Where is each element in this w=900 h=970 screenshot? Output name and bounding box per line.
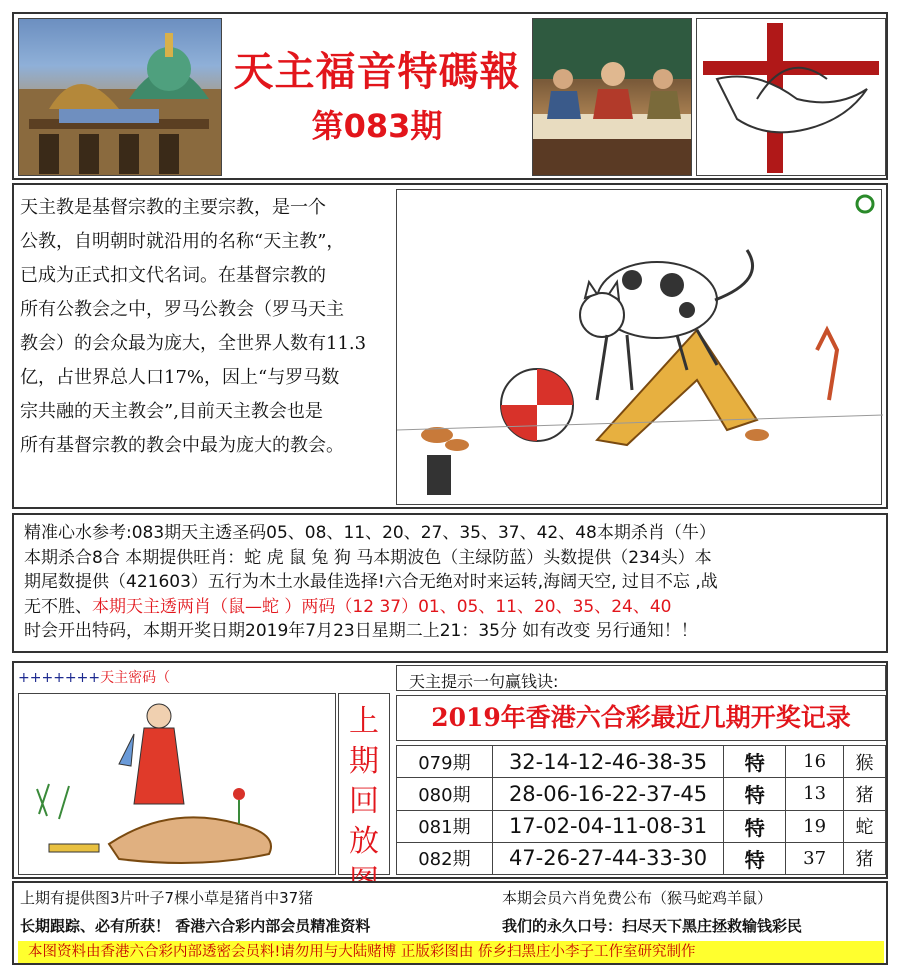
numbers-cell: 32-14-12-46-38-35 bbox=[492, 746, 723, 778]
numbers-cell: 17-02-04-11-08-31 bbox=[492, 810, 723, 842]
special-number: 19 bbox=[786, 810, 844, 842]
record-title: 2019年香港六合彩最近几期开奖记录 bbox=[396, 695, 886, 741]
intro-line: 天主教是基督宗教的主要宗教，是一个 bbox=[20, 197, 326, 218]
period-cell: 079期 bbox=[397, 746, 493, 778]
special-label: 特 bbox=[724, 746, 786, 778]
paper-title: 天主福音特碼報 bbox=[233, 49, 521, 95]
slogan-note: 我们的永久口号：扫尽天下黑庄拯救输钱彩民 bbox=[502, 917, 803, 935]
plus-marks: +++++++ bbox=[18, 670, 101, 686]
notice-line: 本期杀合8合 本期提供旺肖：蛇 虎 鼠 兔 狗 马本期波色（主绿防蓝）头数提供（234头）本 bbox=[24, 547, 712, 568]
draw-record-table bbox=[396, 745, 886, 875]
member-zodiac-note: 本期会员六肖免费公布（猴马蛇鸡羊鼠） bbox=[502, 889, 773, 907]
notice-line-black: 无不胜、 bbox=[24, 596, 92, 617]
intro-line: 所有基督宗教的教会中最为庞大的教会。 bbox=[20, 435, 344, 456]
cross-dove-drawing bbox=[696, 18, 886, 176]
zodiac-cell: 猴 bbox=[844, 746, 886, 778]
period-cell: 080期 bbox=[397, 778, 493, 810]
special-label: 特 bbox=[724, 810, 786, 842]
numbers-cell: 47-26-27-44-33-30 bbox=[492, 842, 723, 874]
replay-char: 上 bbox=[349, 704, 379, 739]
notice-line: 精准心水参考:083期天主透圣码05、08、11、20、27、35、37、42、48本期杀肖（牛） bbox=[24, 523, 716, 543]
table-row bbox=[397, 778, 886, 810]
source-banner: 本图资料由香港六合彩内部透密会员料!请勿用与大陆赌博 正版彩图由 侨乡扫黑庄小李子工作室研究制作 bbox=[18, 941, 884, 963]
notice-line: 时会开出特码，本期开奖日期2019年7月23日星期二上21：35分 如有改变 另行通知！！ bbox=[24, 621, 698, 641]
replay-char: 期 bbox=[349, 744, 379, 779]
replay-char: 放 bbox=[349, 824, 379, 859]
last-issue-note: 上期有提供图3片叶子7棵小草是猪肖中37猪 bbox=[20, 889, 314, 907]
tracking-note: 长期跟踪、必有所获！ 香港六合彩内部会员精准资料 bbox=[20, 917, 371, 935]
table-row bbox=[397, 810, 886, 842]
notice-panel bbox=[12, 513, 888, 653]
table-row bbox=[397, 842, 886, 874]
intro-line: 公教，自明朝时就沿用的名称“天主教”， bbox=[20, 231, 345, 252]
title-area bbox=[226, 18, 528, 176]
intro-line: 亿，占世界总人口17%，因上“与罗马数 bbox=[20, 367, 340, 388]
secret-code-label: 天主密码（ bbox=[100, 670, 171, 686]
church-photo bbox=[18, 18, 222, 176]
last-issue-replay-label bbox=[338, 693, 390, 875]
lower-panel bbox=[12, 661, 888, 879]
special-label: 特 bbox=[724, 842, 786, 874]
issue-number: 第083期 bbox=[311, 107, 443, 145]
special-label: 特 bbox=[724, 778, 786, 810]
intro-line: 已成为正式扣文代名词。在基督宗教的 bbox=[20, 265, 326, 286]
table-row bbox=[397, 746, 886, 778]
cat-illustration bbox=[396, 189, 882, 505]
period-cell: 081期 bbox=[397, 810, 493, 842]
zodiac-cell: 猪 bbox=[844, 842, 886, 874]
intro-line: 教会）的会众最为庞大，全世界人数有11.3 bbox=[20, 333, 367, 354]
last-supper-painting bbox=[532, 18, 692, 176]
notice-line: 期尾数提供（421603）五行为木土水最佳选择!六合无绝对时来运转,海阔天空, 过目不忘 ,战 bbox=[24, 572, 718, 592]
tip-heading: 天主提示一句赢钱诀: bbox=[396, 665, 886, 691]
header-panel bbox=[12, 12, 888, 180]
notice-line bbox=[24, 595, 878, 620]
special-number: 37 bbox=[786, 842, 844, 874]
footer-panel bbox=[12, 881, 888, 965]
intro-line: 所有公教会之中，罗马公教会（罗马天主 bbox=[20, 299, 344, 320]
zodiac-cell: 猪 bbox=[844, 778, 886, 810]
zodiac-cell: 蛇 bbox=[844, 810, 886, 842]
intro-line: 宗共融的天主教会”,目前天主教会也是 bbox=[20, 401, 323, 422]
replay-char: 回 bbox=[349, 784, 379, 819]
lady-illustration bbox=[18, 693, 336, 875]
special-number: 16 bbox=[786, 746, 844, 778]
notice-text bbox=[24, 521, 878, 644]
period-cell: 082期 bbox=[397, 842, 493, 874]
notice-highlight-red: 本期天主透两肖（鼠—蛇 ）两码（12 37）01、05、11、20、35、24、40 bbox=[92, 596, 672, 617]
intro-text bbox=[20, 191, 390, 463]
intro-panel bbox=[12, 183, 888, 509]
secret-code-bar bbox=[18, 667, 344, 689]
numbers-cell: 28-06-16-22-37-45 bbox=[492, 778, 723, 810]
special-number: 13 bbox=[786, 778, 844, 810]
